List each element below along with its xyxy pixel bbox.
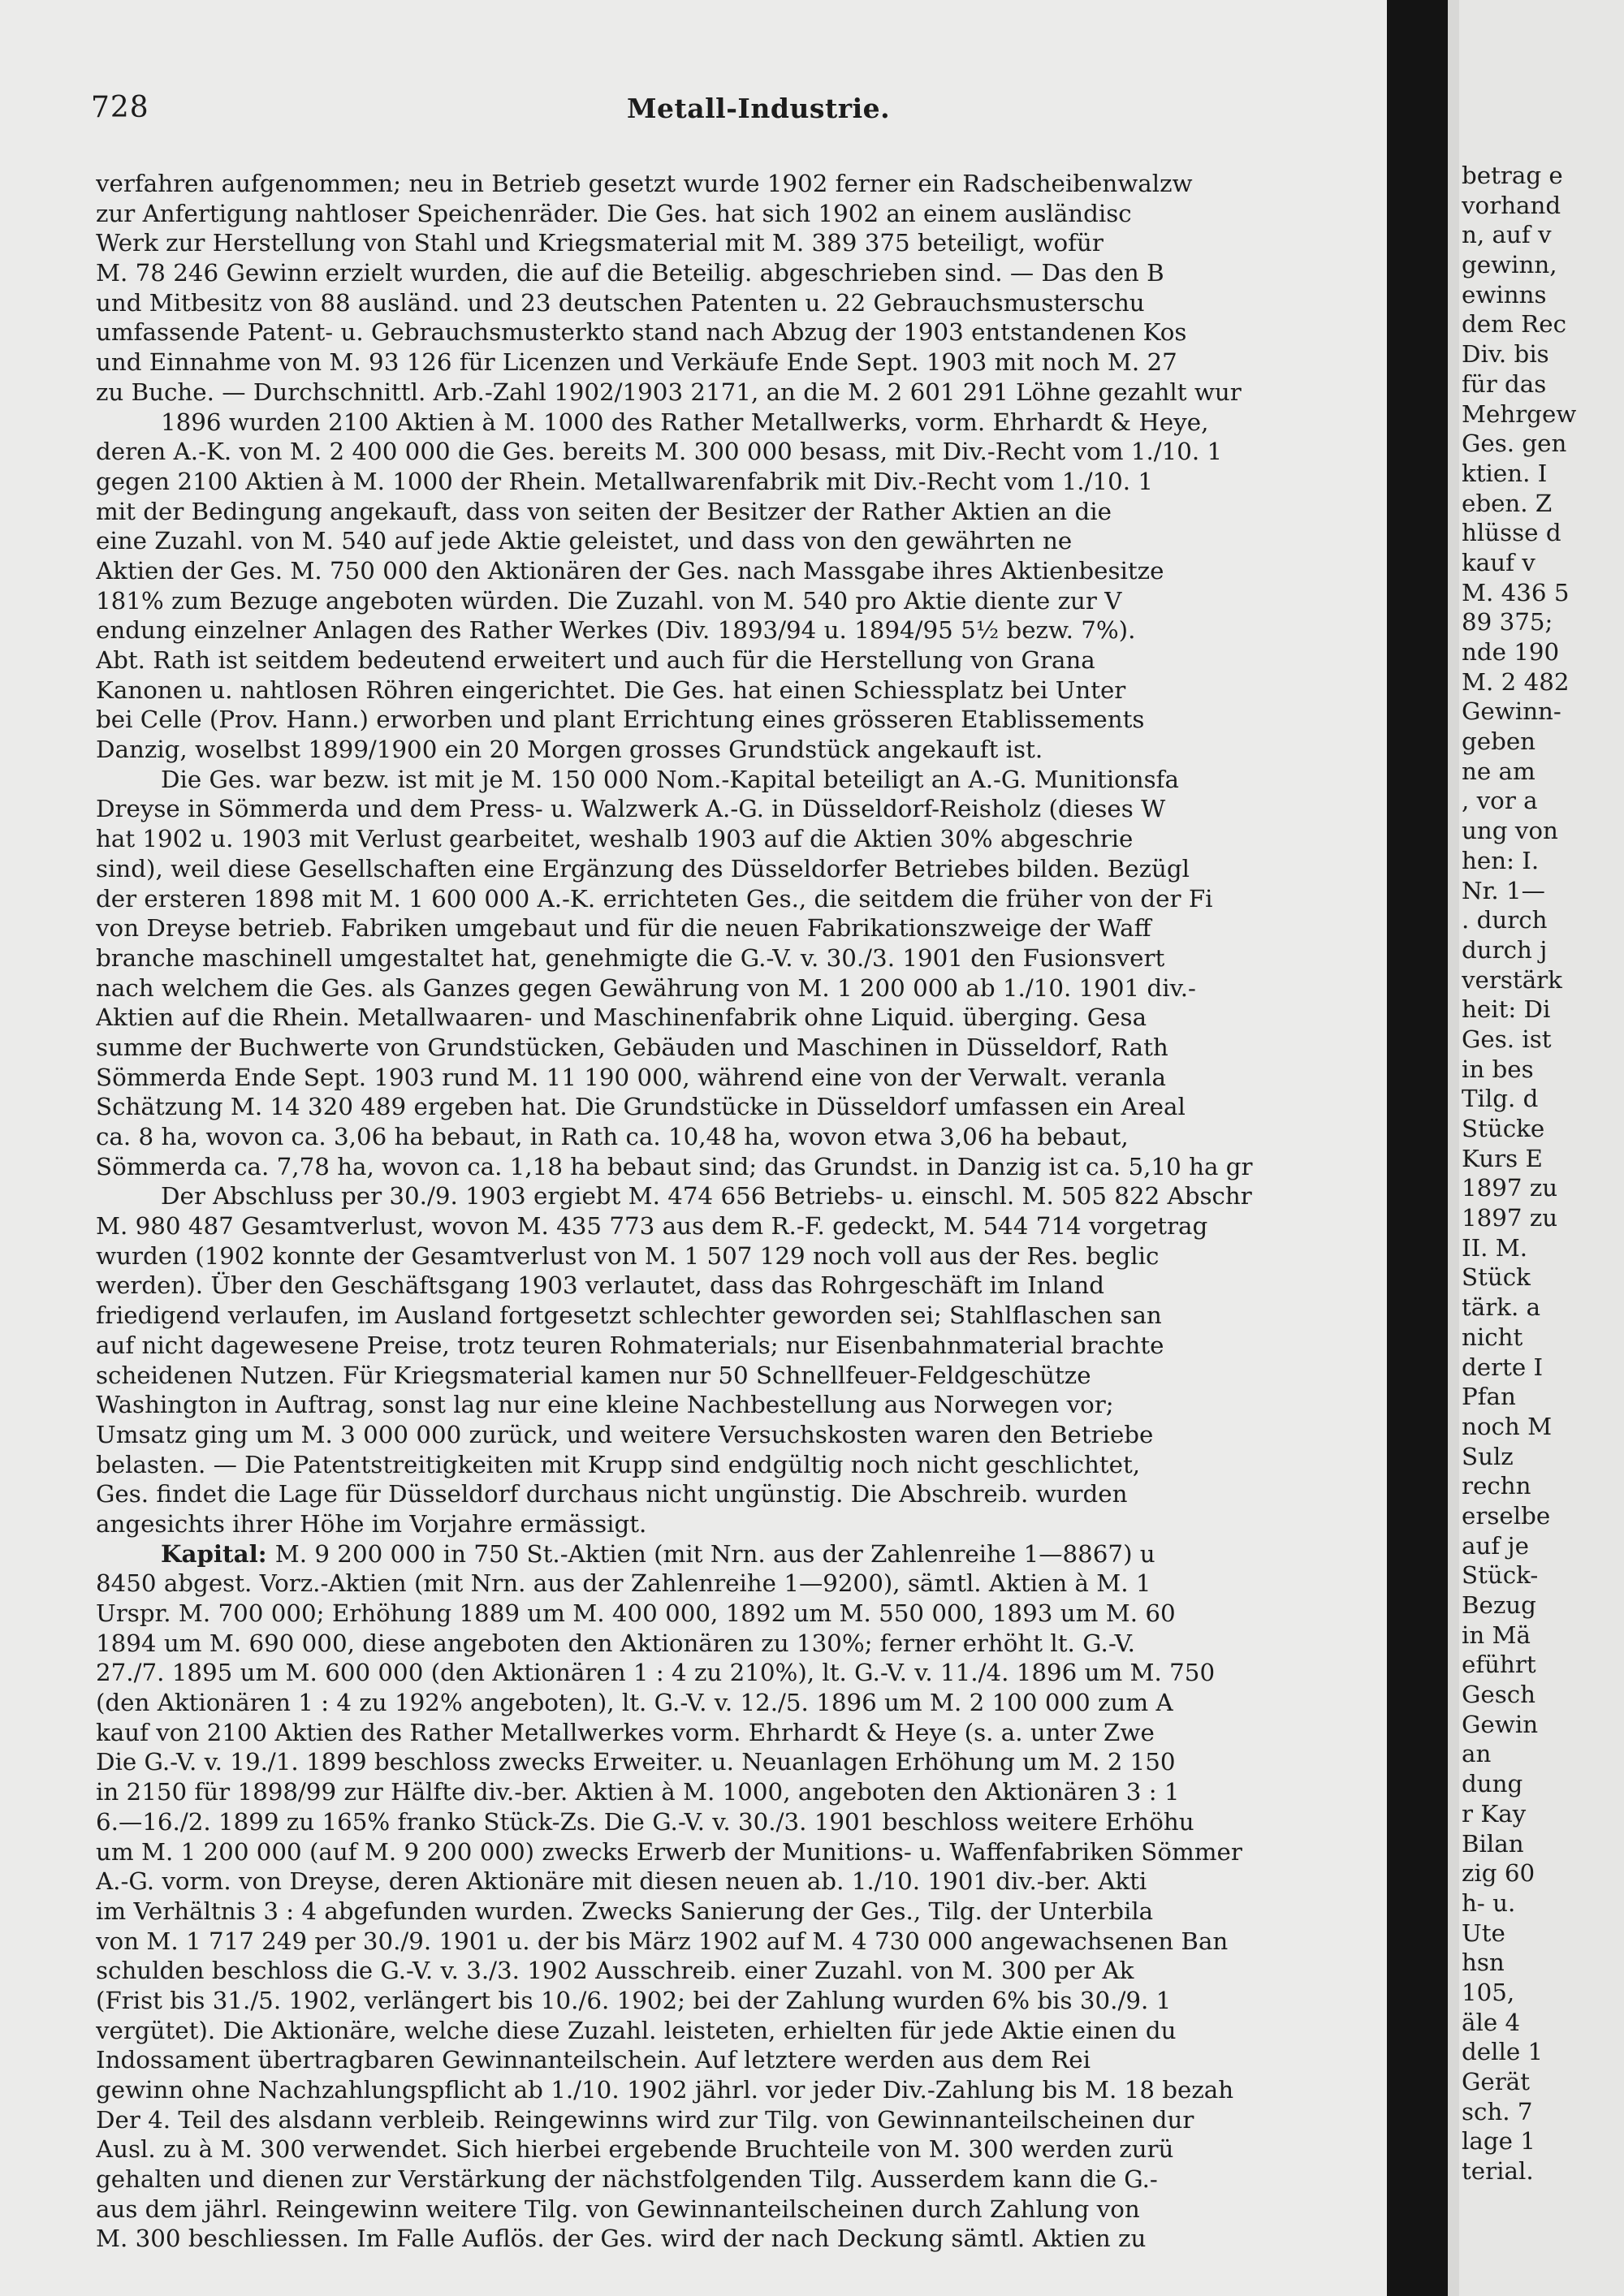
text-line-content: Sömmerda Ende Sept. 1903 rund M. 11 190 000, während eine von der Verwalt. veranla bbox=[96, 1063, 1166, 1091]
body-text bbox=[96, 169, 1363, 2254]
right-column-line: eben. Z bbox=[1462, 489, 1553, 517]
text-line bbox=[96, 2105, 1363, 2135]
right-column-line: 1897 zu bbox=[1462, 1204, 1558, 1232]
right-column-line: II. M. bbox=[1462, 1233, 1528, 1262]
text-line bbox=[96, 1033, 1363, 1063]
text-line bbox=[96, 675, 1363, 706]
text-line-content: eine Zuzahl. von M. 540 auf jede Aktie geleistet, und dass von den gewährten ne bbox=[96, 527, 1073, 555]
right-column-line: Bilan bbox=[1462, 1829, 1524, 1858]
text-line bbox=[96, 1509, 1363, 1539]
right-column-line: hlüsse d bbox=[1462, 519, 1561, 547]
text-line-content: belasten. — Die Patentstreitigkeiten mit Krupp sind endgültig noch nicht geschlichtet, bbox=[96, 1450, 1141, 1478]
right-column-line: gewinn, bbox=[1462, 251, 1557, 279]
text-line bbox=[96, 1867, 1363, 1897]
text-line bbox=[96, 1807, 1363, 1837]
text-line bbox=[96, 1152, 1363, 1182]
text-line bbox=[96, 378, 1363, 408]
right-column-line: noch M bbox=[1462, 1412, 1553, 1440]
page-number: 728 bbox=[91, 91, 149, 124]
right-column-line: Ges. gen bbox=[1462, 429, 1567, 458]
right-column-line: Stück bbox=[1462, 1263, 1531, 1292]
text-line-content: Werk zur Herstellung von Stahl und Kriegsmaterial mit M. 389 375 beteiligt, wofür bbox=[96, 229, 1104, 257]
text-line-content: Umsatz ging um M. 3 000 000 zurück, und weitere Versuchskosten waren den Betriebe bbox=[96, 1420, 1154, 1448]
text-line-content: verfahren aufgenommen; neu in Betrieb gesetzt wurde 1902 ferner ein Radscheibenwalzw bbox=[96, 170, 1193, 197]
text-line bbox=[96, 794, 1363, 824]
right-column-line: Pfan bbox=[1462, 1383, 1516, 1411]
right-column-line: in Mä bbox=[1462, 1621, 1531, 1649]
text-line-content: und Einnahme von M. 93 126 für Licenzen und Verkäufe Ende Sept. 1903 mit noch M. 27 bbox=[96, 348, 1177, 377]
text-line-content: Kanonen u. nahtlosen Röhren eingerichtet. Die Ges. hat einen Schiessplatz bei Unter bbox=[96, 675, 1126, 704]
right-column-line: ktien. I bbox=[1462, 459, 1548, 487]
right-column-line: h- u. bbox=[1462, 1888, 1516, 1917]
right-page-fragments bbox=[1462, 161, 1624, 2186]
text-line-content: (den Aktionären 1 : 4 zu 192% angeboten), lt. G.-V. v. 12./5. 1896 um M. 2 100 000 zum A bbox=[96, 1689, 1173, 1717]
text-line-content: M. 300 beschliessen. Im Falle Auflös. der Ges. wird der nach Deckung sämtl. Aktien zu bbox=[96, 2225, 1147, 2253]
text-line-content: 8450 abgest. Vorz.-Aktien (mit Nrn. aus der Zahlenreihe 1—9200), sämtl. Aktien à M. 1 bbox=[96, 1569, 1151, 1598]
right-column-line: für das bbox=[1462, 369, 1547, 398]
text-line bbox=[96, 347, 1363, 378]
text-line bbox=[96, 258, 1363, 288]
right-column-line: dem Rec bbox=[1462, 310, 1566, 339]
text-line bbox=[96, 1599, 1363, 1629]
right-column-line: äle 4 bbox=[1462, 2008, 1521, 2036]
right-column-line: nde 190 bbox=[1462, 638, 1560, 666]
text-line-content: werden). Über den Geschäftsgang 1903 verlautet, dass das Rohrgeschäft im Inland bbox=[96, 1271, 1105, 1300]
right-column-line: ung von bbox=[1462, 817, 1558, 845]
text-line bbox=[96, 199, 1363, 229]
text-line bbox=[96, 2045, 1363, 2075]
right-column-line: auf je bbox=[1462, 1531, 1529, 1560]
right-column-line: Gerät bbox=[1462, 2068, 1530, 2095]
text-line bbox=[96, 1897, 1363, 1927]
text-line bbox=[96, 1271, 1363, 1301]
text-line bbox=[96, 1927, 1363, 1957]
text-line-content: bei Celle (Prov. Hann.) erworben und plant Errichtung eines grösseren Etablissements bbox=[96, 706, 1145, 734]
text-line-content: von Dreyse betrieb. Fabriken umgebaut und für die neuen Fabrikationszweige der Waff bbox=[96, 914, 1151, 943]
text-line-content: Die G.-V. v. 19./1. 1899 beschloss zwecks Erweiter. u. Neuanlagen Erhöhung um M. 2 150 bbox=[96, 1748, 1176, 1776]
text-line bbox=[96, 824, 1363, 854]
right-column-line: betrag e bbox=[1462, 162, 1563, 189]
text-line bbox=[96, 556, 1363, 586]
right-column-line: M. 2 482 bbox=[1462, 667, 1570, 696]
text-line-content: Der 4. Teil des alsdann verbleib. Reingewinns wird zur Tilg. von Gewinnanteilscheinen dur bbox=[96, 2105, 1194, 2134]
text-line-content: angesichts ihrer Höhe im Vorjahre ermässigt. bbox=[96, 1509, 647, 1538]
text-line bbox=[96, 1629, 1363, 1659]
text-line-content: vergütet). Die Aktionäre, welche diese Zuzahl. leisteten, erhielten für jede Aktie einen du bbox=[96, 2016, 1177, 2044]
text-line-content: kauf von 2100 Aktien des Rather Metallwerkes vorm. Ehrhardt & Heye (s. a. unter Zwe bbox=[96, 1718, 1155, 1746]
text-line-content: Schätzung M. 14 320 489 ergeben hat. Die Grundstücke in Düsseldorf umfassen ein Areal bbox=[96, 1093, 1186, 1121]
right-column-line: r Kay bbox=[1462, 1799, 1527, 1828]
text-line-content: (Frist bis 31./5. 1902, verlängert bis 10./6. 1902; bei der Zahlung wurden 6% bis 30./9. 1 bbox=[96, 1986, 1172, 2014]
text-line-content: von M. 1 717 249 per 30./9. 1901 u. der bis März 1902 auf M. 4 730 000 angewachsenen Ban bbox=[96, 1927, 1229, 1955]
right-column-line: Tilg. d bbox=[1462, 1085, 1539, 1113]
right-column-line: durch j bbox=[1462, 935, 1548, 964]
text-line-content: friedigend verlaufen, im Ausland fortgesetzt schlechter geworden sei; Stahlflaschen san bbox=[96, 1301, 1162, 1330]
right-column-line: an bbox=[1462, 1740, 1492, 1768]
right-column-line: zig 60 bbox=[1462, 1859, 1535, 1888]
text-line bbox=[96, 2195, 1363, 2225]
text-line bbox=[96, 615, 1363, 645]
text-line-content: sind), weil diese Gesellschaften eine Ergänzung des Düsseldorfer Betriebes bilden. Bezügl bbox=[96, 854, 1190, 883]
text-line-content: 1894 um M. 690 000, diese angeboten den Aktionären zu 130%; ferner erhöht lt. G.-V. bbox=[96, 1629, 1135, 1657]
text-line bbox=[96, 1658, 1363, 1688]
text-line bbox=[96, 884, 1363, 914]
right-column-line: Ute bbox=[1462, 1918, 1505, 1947]
text-line bbox=[96, 1718, 1363, 1748]
text-line bbox=[96, 467, 1363, 497]
text-line-content: zur Anfertigung nahtloser Speichenräder. Die Ges. hat sich 1902 an einem ausländisc bbox=[96, 199, 1132, 227]
gutter-edge bbox=[1448, 0, 1459, 2296]
text-line bbox=[96, 1181, 1363, 1211]
section-lead: Kapital: bbox=[161, 1539, 275, 1568]
right-column-line: Gesch bbox=[1462, 1681, 1536, 1709]
text-line-content: im Verhältnis 3 : 4 abgefunden wurden. Zwecks Sanierung der Ges., Tilg. der Unterbila bbox=[96, 1897, 1154, 1925]
right-column-line: . durch bbox=[1462, 906, 1548, 934]
text-line bbox=[96, 973, 1363, 1003]
text-line bbox=[96, 1092, 1363, 1122]
right-column-line: vorhand bbox=[1462, 191, 1561, 219]
text-line-content: 6.—16./2. 1899 zu 165% franko Stück-Zs. Die G.-V. v. 30./3. 1901 beschloss weitere Erhöhu bbox=[96, 1807, 1194, 1836]
right-column-line: Sulz bbox=[1462, 1442, 1514, 1470]
text-line-content: Der Abschluss per 30./9. 1903 ergiebt M. 474 656 Betriebs- u. einschl. M. 505 822 Abschr bbox=[161, 1182, 1252, 1211]
right-column-line: M. 436 5 bbox=[1462, 578, 1570, 606]
text-line-content: endung einzelner Anlagen des Rather Werkes (Div. 1893/94 u. 1894/95 5½ bezw. 7%). bbox=[96, 616, 1136, 645]
text-line-content: M. 9 200 000 in 750 St.-Aktien (mit Nrn. aus der Zahlenreihe 1—8867) u bbox=[274, 1539, 1155, 1568]
text-line bbox=[96, 1003, 1363, 1033]
right-column-line: Bezug bbox=[1462, 1591, 1536, 1619]
right-column-line: ewinns bbox=[1462, 280, 1547, 309]
text-line-content: 27./7. 1895 um M. 600 000 (den Aktionären 1 : 4 zu 210%), lt. G.-V. v. 11./4. 1896 um M. 750 bbox=[96, 1659, 1216, 1687]
right-column-line: Stücke bbox=[1462, 1115, 1545, 1142]
text-line bbox=[96, 1688, 1363, 1718]
text-line bbox=[96, 1063, 1363, 1093]
text-line-content: M. 980 487 Gesamtverlust, wovon M. 435 773 aus dem R.-F. gedeckt, M. 544 714 vorgetrag bbox=[96, 1212, 1208, 1241]
text-line bbox=[96, 1777, 1363, 1807]
text-line bbox=[96, 1479, 1363, 1509]
text-line-content: umfassende Patent- u. Gebrauchsmusterkto stand nach Abzug der 1903 entstandenen Kos bbox=[96, 318, 1187, 347]
text-line-content: und Mitbesitz von 88 ausländ. und 23 deutschen Patenten u. 22 Gebrauchsmusterschu bbox=[96, 288, 1145, 317]
right-column-line: in bes bbox=[1462, 1055, 1534, 1083]
text-line-content: mit der Bedingung angekauft, dass von seiten der Besitzer der Rather Aktien an die bbox=[96, 497, 1112, 525]
text-line bbox=[96, 228, 1363, 258]
right-column-line: kauf v bbox=[1462, 548, 1535, 576]
text-line bbox=[96, 2075, 1363, 2105]
text-line-content: 1896 wurden 2100 Aktien à M. 1000 des Rather Metallwerks, vorm. Ehrhardt & Heye, bbox=[161, 408, 1209, 436]
text-line-content: gewinn ohne Nachzahlungspflicht ab 1./10. 1902 jährl. vor jeder Div.-Zahlung bis M. 18 bezah bbox=[96, 2076, 1234, 2104]
text-line-content: 181% zum Bezuge angeboten würden. Die Zuzahl. von M. 540 pro Aktie diente zur V bbox=[96, 586, 1122, 615]
text-line bbox=[96, 913, 1363, 943]
text-line-content: Aktien auf die Rhein. Metallwaaren- und Maschinenfabrik ohne Liquid. überging. Gesa bbox=[96, 1003, 1147, 1032]
right-column-line: lage 1 bbox=[1462, 2127, 1535, 2156]
text-line bbox=[96, 1956, 1363, 1986]
right-column-line: hsn bbox=[1462, 1949, 1505, 1977]
right-column-line: Mehrgew bbox=[1462, 399, 1577, 428]
right-column-line: sch. 7 bbox=[1462, 2097, 1533, 2126]
text-line-content: deren A.-K. von M. 2 400 000 die Ges. bereits M. 300 000 besass, mit Div.-Recht vom 1./10. 1 bbox=[96, 438, 1223, 466]
book-gutter bbox=[1387, 0, 1448, 2296]
text-line-content: Abt. Rath ist seitdem bedeutend erweitert und auch für die Herstellung von Grana bbox=[96, 646, 1095, 674]
text-line-content: wurden (1902 konnte der Gesamtverlust von M. 1 507 129 noch voll aus der Res. beglic bbox=[96, 1241, 1160, 1270]
text-line bbox=[96, 705, 1363, 735]
text-line-content: Ges. findet die Lage für Düsseldorf durchaus nicht ungünstig. Die Abschreib. wurden bbox=[96, 1480, 1128, 1508]
text-line bbox=[96, 2164, 1363, 2195]
text-line bbox=[96, 765, 1363, 795]
right-column-line: Div. bis bbox=[1462, 340, 1549, 369]
text-line bbox=[96, 735, 1363, 765]
text-line bbox=[96, 2134, 1363, 2164]
right-column-line: Kurs E bbox=[1462, 1144, 1543, 1172]
text-line-content: Urspr. M. 700 000; Erhöhung 1889 um M. 400 000, 1892 um M. 550 000, 1893 um M. 60 bbox=[96, 1599, 1176, 1627]
text-line-content: scheidenen Nutzen. Für Kriegsmaterial kamen nur 50 Schnellfeuer-Feldgeschütze bbox=[96, 1361, 1091, 1389]
text-line bbox=[96, 854, 1363, 884]
text-line bbox=[96, 1331, 1363, 1361]
text-line bbox=[96, 1986, 1363, 2016]
text-line-content: aus dem jährl. Reingewinn weitere Tilg. von Gewinnanteilscheinen durch Zahlung von bbox=[96, 2195, 1140, 2223]
right-column-line: verstärk bbox=[1462, 965, 1562, 994]
text-line bbox=[96, 1569, 1363, 1599]
text-line bbox=[96, 1837, 1363, 1867]
text-line-content: zu Buche. — Durchschnittl. Arb.-Zahl 1902/1903 2171, an die M. 2 601 291 Löhne gezahlt wur bbox=[96, 378, 1242, 406]
right-column-line: ne am bbox=[1462, 757, 1535, 785]
text-line-content: Sömmerda ca. 7,78 ha, wovon ca. 1,18 ha bebaut sind; das Grundst. in Danzig ist ca. 5,10 ha gr bbox=[96, 1152, 1253, 1180]
text-line-content: Danzig, woselbst 1899/1900 ein 20 Morgen grosses Grundstück angekauft ist. bbox=[96, 736, 1043, 764]
text-line bbox=[96, 526, 1363, 556]
right-column-line: Gewinn- bbox=[1462, 697, 1561, 726]
text-line bbox=[96, 1420, 1363, 1450]
text-line bbox=[96, 645, 1363, 675]
text-line-content: auf nicht dagewesene Preise, trotz teuren Rohmaterials; nur Eisenbahnmaterial brachte bbox=[96, 1331, 1164, 1359]
right-column-line: heit: Di bbox=[1462, 995, 1551, 1024]
text-line bbox=[96, 1450, 1363, 1480]
text-line-content: Aktien der Ges. M. 750 000 den Aktionären der Ges. nach Massgabe ihres Aktienbesitze bbox=[96, 556, 1164, 585]
text-line bbox=[96, 943, 1363, 973]
right-column-line: , vor a bbox=[1462, 787, 1538, 815]
right-column-line: Stück- bbox=[1462, 1561, 1539, 1590]
right-column-line: terial. bbox=[1462, 2157, 1534, 2186]
text-line-content: Washington in Auftrag, sonst lag nur eine kleine Nachbestellung aus Norwegen vor; bbox=[96, 1391, 1114, 1419]
text-line-content: nach welchem die Ges. als Ganzes gegen Gewährung von M. 1 200 000 ab 1./10. 1901 div.- bbox=[96, 973, 1196, 1002]
right-column-line: 105, bbox=[1462, 1978, 1515, 2006]
right-column-line: nicht bbox=[1462, 1323, 1523, 1351]
text-line bbox=[96, 1241, 1363, 1271]
text-line bbox=[96, 317, 1363, 347]
text-line bbox=[96, 437, 1363, 467]
text-line-content: Ausl. zu à M. 300 verwendet. Sich hierbei ergebende Bruchteile von M. 300 werden zurü bbox=[96, 2135, 1174, 2164]
text-line bbox=[96, 1747, 1363, 1777]
right-column-line: Ges. ist bbox=[1462, 1025, 1552, 1053]
right-column-line: rechn bbox=[1462, 1472, 1531, 1500]
right-column-line: 89 375; bbox=[1462, 608, 1553, 637]
text-line bbox=[96, 1361, 1363, 1391]
right-column-line: dung bbox=[1462, 1770, 1523, 1798]
right-column-line: 1897 zu bbox=[1462, 1174, 1558, 1202]
text-line bbox=[96, 1390, 1363, 1420]
text-line bbox=[96, 586, 1363, 616]
text-line-content: M. 78 246 Gewinn erzielt wurden, die auf die Beteilig. abgeschrieben sind. — Das den B bbox=[96, 259, 1164, 287]
right-column-line: erselbe bbox=[1462, 1501, 1551, 1530]
text-line bbox=[96, 1301, 1363, 1331]
text-line-content: summe der Buchwerte von Grundstücken, Gebäuden und Maschinen in Düsseldorf, Rath bbox=[96, 1033, 1168, 1061]
right-column-line: geben bbox=[1462, 727, 1536, 756]
text-line-content: gehalten und dienen zur Verstärkung der nächstfolgenden Tilg. Ausserdem kann die G.- bbox=[96, 2165, 1158, 2194]
text-line-content: gegen 2100 Aktien à M. 1000 der Rhein. Metallwarenfabrik mit Div.-Recht vom 1./10. 1 bbox=[96, 467, 1153, 495]
text-line bbox=[96, 1211, 1363, 1241]
text-line-content: ca. 8 ha, wovon ca. 3,06 ha bebaut, in Rath ca. 10,48 ha, wovon etwa 3,06 ha bebaut, bbox=[96, 1123, 1129, 1150]
text-line-content: Dreyse in Sömmerda und dem Press- u. Walzwerk A.-G. in Düsseldorf-Reisholz (dieses W bbox=[96, 795, 1166, 823]
right-column-line: derte I bbox=[1462, 1353, 1544, 1381]
text-line bbox=[96, 2016, 1363, 2046]
right-column-line: eführt bbox=[1462, 1651, 1536, 1679]
text-line bbox=[96, 1122, 1363, 1152]
right-column-line: delle 1 bbox=[1462, 2038, 1544, 2066]
text-line-content: branche maschinell umgestaltet hat, genehmigte die G.-V. v. 30./3. 1901 den Fusionsvert bbox=[96, 943, 1165, 972]
text-line-content: A.-G. vorm. von Dreyse, deren Aktionäre mit diesen neuen ab. 1./10. 1901 div.-ber. Akti bbox=[96, 1867, 1147, 1896]
text-line bbox=[96, 497, 1363, 527]
text-line-content: der ersteren 1898 mit M. 1 600 000 A.-K. errichteten Ges., die seitdem die früher von der Fi bbox=[96, 884, 1213, 913]
right-column-line: n, auf v bbox=[1462, 221, 1552, 249]
text-line bbox=[96, 2224, 1363, 2254]
right-column-line: hen: I. bbox=[1462, 846, 1540, 874]
right-column-line: Gewin bbox=[1462, 1710, 1539, 1738]
text-line-content: Indossament übertragbaren Gewinnanteilschein. Auf letztere werden aus dem Rei bbox=[96, 2046, 1091, 2074]
text-line-content: hat 1902 u. 1903 mit Verlust gearbeitet, weshalb 1903 auf die Aktien 30% abgeschrie bbox=[96, 825, 1134, 853]
right-column-line: tärk. a bbox=[1462, 1293, 1541, 1322]
text-line bbox=[96, 1539, 1363, 1569]
text-line bbox=[96, 169, 1363, 199]
text-line-content: schulden beschloss die G.-V. v. 3./3. 1902 Ausschreib. einer Zuzahl. von M. 300 per Ak bbox=[96, 1957, 1134, 1985]
right-column-line: Nr. 1— bbox=[1462, 876, 1545, 904]
text-line bbox=[96, 408, 1363, 438]
text-line bbox=[96, 288, 1363, 318]
text-line-content: in 2150 für 1898/99 zur Hälfte div.-ber. Aktien à M. 1000, angeboten den Aktionären 3 : 1 bbox=[96, 1778, 1180, 1806]
running-title: Metall-Industrie. bbox=[627, 93, 891, 124]
text-line-content: um M. 1 200 000 (auf M. 9 200 000) zwecks Erwerb der Munitions- u. Waffenfabriken Sömmer bbox=[96, 1837, 1242, 1866]
text-line-content: Die Ges. war bezw. ist mit je M. 150 000 Nom.-Kapital beteiligt an A.-G. Munitionsfa bbox=[161, 765, 1179, 793]
